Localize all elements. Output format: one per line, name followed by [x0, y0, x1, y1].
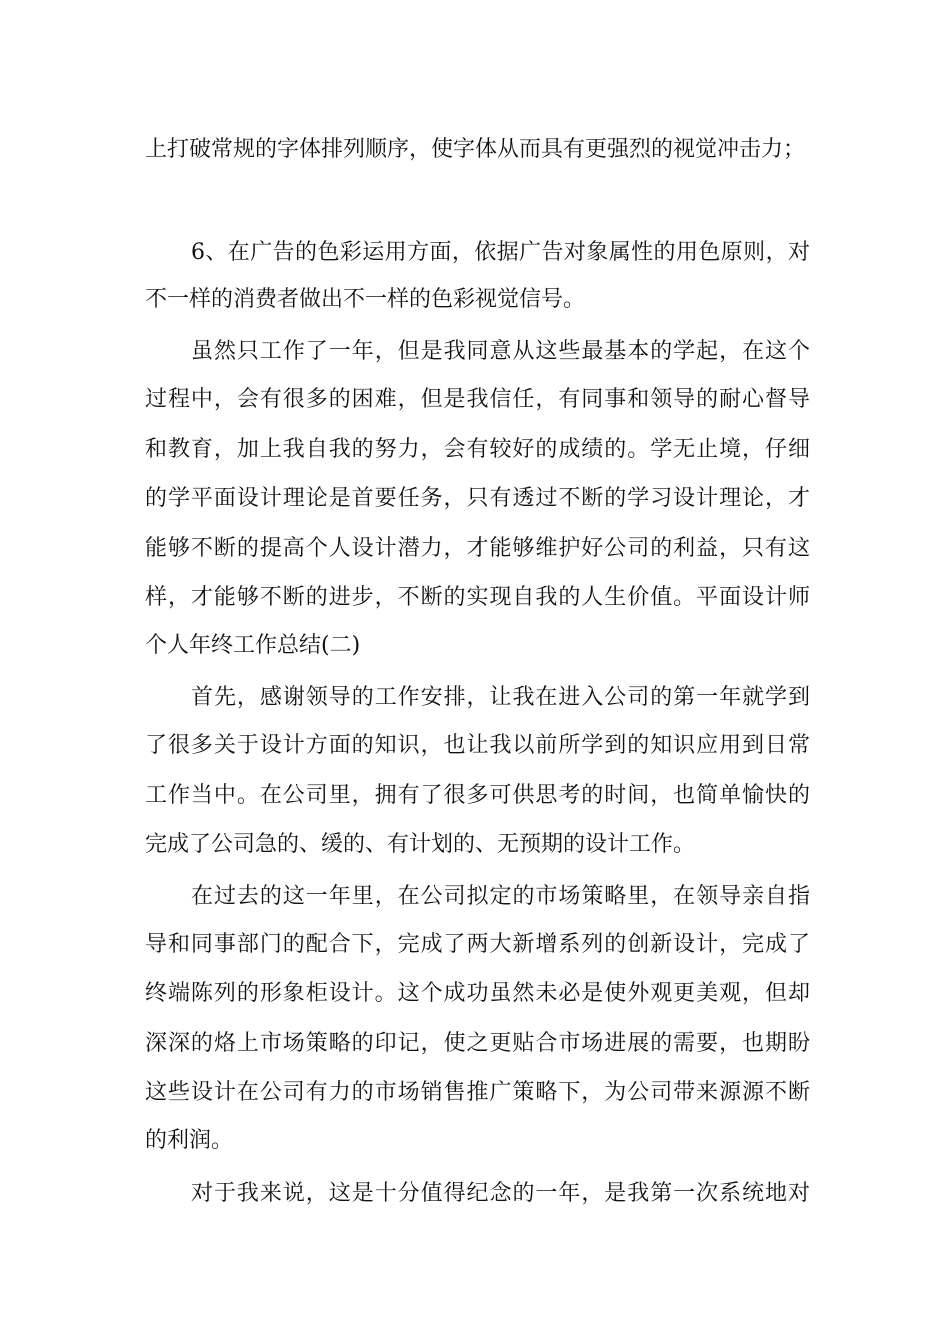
- text-line: 6、在广告的色彩运用方面，依据广告对象属性的用色原则，对: [191, 240, 810, 265]
- text-line: 工作当中。在公司里，拥有了很多可供思考的时间，也简单愉快的: [145, 783, 810, 808]
- text-line: 终端陈列的形象柜设计。这个成功虽然未必是使外观更美观，但却: [145, 981, 810, 1006]
- text-line: 深深的烙上市场策略的印记，使之更贴合市场进展的需要，也期盼: [145, 1031, 810, 1056]
- text-line: 能够不断的提高个人设计潜力，才能够维护好公司的利益，只有这: [145, 536, 810, 561]
- text-line: 的学平面设计理论是首要任务，只有透过不断的学习设计理论，才: [145, 486, 810, 511]
- text-line: 样，才能够不断的进步，不断的实现自我的人生价值。平面设计师: [145, 585, 810, 610]
- text-line: 和教育，加上我自我的努力，会有较好的成绩的。学无止境，仔细: [145, 437, 810, 462]
- text-line: 首先，感谢领导的工作安排，让我在进入公司的第一年就学到: [191, 685, 810, 710]
- text-line: 个人年终工作总结(二): [145, 633, 361, 658]
- text-line: 不一样的消费者做出不一样的色彩视觉信号。: [145, 287, 586, 312]
- text-line: 这些设计在公司有力的市场销售推广策略下，为公司带来源源不断: [145, 1080, 810, 1105]
- text-line: 对于我来说，这是十分值得纪念的一年，是我第一次系统地对: [191, 1181, 810, 1206]
- text-line: 完成了公司急的、缓的、有计划的、无预期的设计工作。: [145, 832, 696, 857]
- text-line: 上打破常规的字体排列顺序，使字体从而具有更强烈的视觉冲击力；: [145, 137, 806, 162]
- text-line: 过程中，会有很多的困难，但是我信任，有同事和领导的耐心督导: [145, 387, 810, 412]
- text-line: 虽然只工作了一年，但是我同意从这些最基本的学起，在这个: [191, 339, 810, 364]
- text-line: 在过去的这一年里，在公司拟定的市场策略里，在领导亲自指: [191, 884, 810, 909]
- text-line: 导和同事部门的配合下，完成了两大新增系列的创新设计，完成了: [145, 932, 810, 957]
- text-line: 的利润。: [145, 1128, 234, 1153]
- text-line: 了很多关于设计方面的知识，也让我以前所学到的知识应用到日常: [145, 733, 810, 758]
